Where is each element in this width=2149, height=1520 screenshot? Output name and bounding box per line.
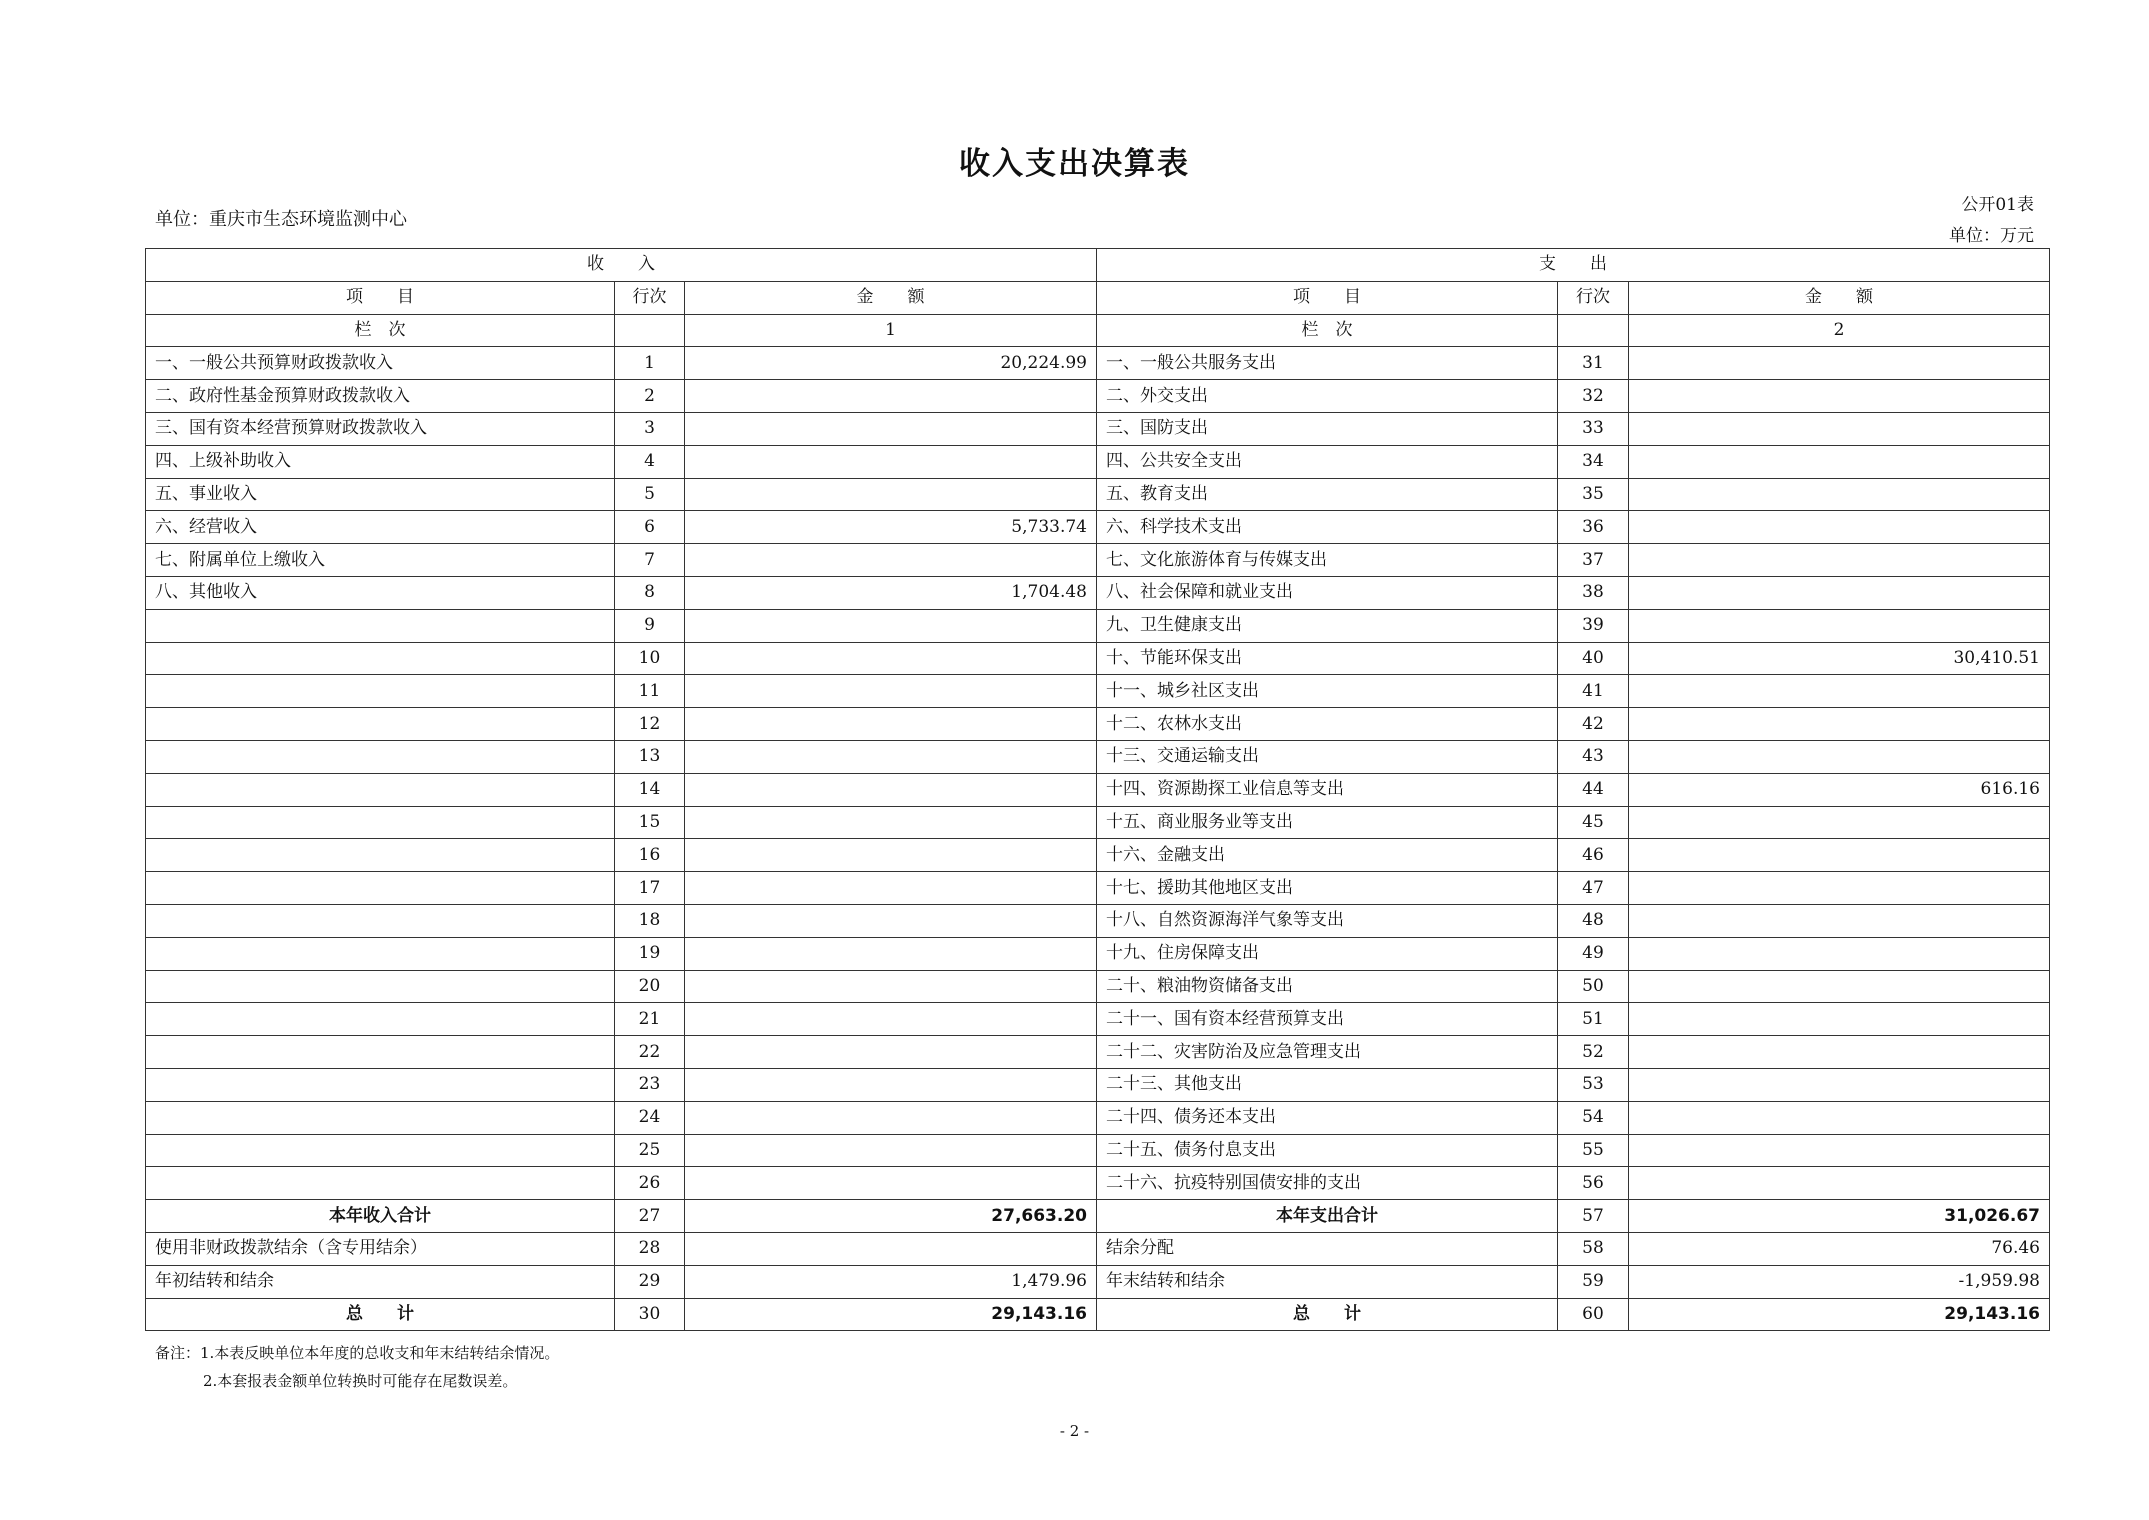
table-row	[146, 380, 2050, 413]
income-item	[146, 773, 615, 806]
income-item	[146, 872, 615, 905]
income-item	[146, 1036, 615, 1069]
expense-row-no: 50	[1558, 970, 1629, 1003]
income-item	[146, 904, 615, 937]
expense-row-no: 40	[1558, 642, 1629, 675]
expense-row-no: 56	[1558, 1167, 1629, 1200]
expense-row-no: 49	[1558, 937, 1629, 970]
income-row-no-header: 行次	[615, 281, 685, 314]
expense-item: 二十一、国有资本经营预算支出	[1097, 1003, 1558, 1036]
income-amount	[685, 872, 1097, 905]
expense-amount	[1629, 1167, 2050, 1200]
expense-row-no: 58	[1558, 1232, 1629, 1265]
table-row	[146, 970, 2050, 1003]
income-amount	[685, 806, 1097, 839]
expense-row-no: 55	[1558, 1134, 1629, 1167]
income-amount	[685, 708, 1097, 741]
income-row-no: 22	[615, 1036, 685, 1069]
table-row	[146, 511, 2050, 544]
income-amount: 27,663.20	[685, 1200, 1097, 1233]
table-row	[146, 445, 2050, 478]
expense-amount	[1629, 675, 2050, 708]
table-row	[146, 806, 2050, 839]
table-row	[146, 904, 2050, 937]
income-amount: 1,704.48	[685, 576, 1097, 609]
grand-total-row	[146, 1298, 2050, 1331]
income-row-no: 27	[615, 1200, 685, 1233]
income-row-no: 13	[615, 740, 685, 773]
income-row-no: 25	[615, 1134, 685, 1167]
expense-row-no: 43	[1558, 740, 1629, 773]
expense-item: 六、科学技术支出	[1097, 511, 1558, 544]
table-row	[146, 1101, 2050, 1134]
income-lanci-blank	[615, 314, 685, 347]
expense-item: 一、一般公共服务支出	[1097, 347, 1558, 380]
table-row	[146, 872, 2050, 905]
income-row-no: 24	[615, 1101, 685, 1134]
expense-amount	[1629, 970, 2050, 1003]
income-expense-table	[145, 248, 2050, 1331]
expense-row-no: 39	[1558, 609, 1629, 642]
income-row-no: 17	[615, 872, 685, 905]
expense-row-no: 46	[1558, 839, 1629, 872]
table-row	[146, 1003, 2050, 1036]
year-total-row	[146, 1200, 2050, 1233]
income-amount	[685, 1036, 1097, 1069]
expense-item: 三、国防支出	[1097, 412, 1558, 445]
table-row	[146, 1036, 2050, 1069]
expense-amount: 31,026.67	[1629, 1200, 2050, 1233]
income-item	[146, 642, 615, 675]
income-row-no: 10	[615, 642, 685, 675]
expense-row-no: 41	[1558, 675, 1629, 708]
expense-item: 结余分配	[1097, 1232, 1558, 1265]
expense-item: 十九、住房保障支出	[1097, 937, 1558, 970]
expense-row-no: 32	[1558, 380, 1629, 413]
income-amount	[685, 1232, 1097, 1265]
expense-item: 四、公共安全支出	[1097, 445, 1558, 478]
expense-amount: -1,959.98	[1629, 1265, 2050, 1298]
table-row	[146, 544, 2050, 577]
form-code: 公开01表	[1961, 195, 2034, 215]
income-amount	[685, 1134, 1097, 1167]
income-item	[146, 1068, 615, 1101]
expense-item: 二、外交支出	[1097, 380, 1558, 413]
footnote-1: 备注：1.本表反映单位本年度的总收支和年末结转结余情况。	[155, 1344, 560, 1362]
income-row-no: 21	[615, 1003, 685, 1036]
income-item	[146, 609, 615, 642]
expense-item: 二十四、债务还本支出	[1097, 1101, 1558, 1134]
expense-row-no: 54	[1558, 1101, 1629, 1134]
income-item: 七、附属单位上缴收入	[146, 544, 615, 577]
income-amount-header: 金 额	[685, 281, 1097, 314]
table-row	[146, 1068, 2050, 1101]
table-row	[146, 839, 2050, 872]
expense-row-no: 42	[1558, 708, 1629, 741]
expense-amount	[1629, 380, 2050, 413]
income-item-header: 项 目	[146, 281, 615, 314]
income-row-no: 14	[615, 773, 685, 806]
expense-amount	[1629, 872, 2050, 905]
page-title: 收入支出决算表	[959, 146, 1190, 182]
income-lanci-label: 栏 次	[146, 314, 615, 347]
expense-row-no: 44	[1558, 773, 1629, 806]
expense-item: 十七、援助其他地区支出	[1097, 872, 1558, 905]
expense-amount	[1629, 1101, 2050, 1134]
table-row	[146, 675, 2050, 708]
expense-amount	[1629, 1003, 2050, 1036]
income-row-no: 23	[615, 1068, 685, 1101]
expense-amount	[1629, 445, 2050, 478]
expense-row-no: 47	[1558, 872, 1629, 905]
expense-item-header: 项 目	[1097, 281, 1558, 314]
table-row	[146, 478, 2050, 511]
expense-item: 二十六、抗疫特别国债安排的支出	[1097, 1167, 1558, 1200]
income-item: 二、政府性基金预算财政拨款收入	[146, 380, 615, 413]
expense-amount	[1629, 806, 2050, 839]
table-row	[146, 576, 2050, 609]
income-item: 三、国有资本经营预算财政拨款收入	[146, 412, 615, 445]
income-amount	[685, 904, 1097, 937]
expense-amount	[1629, 708, 2050, 741]
income-amount	[685, 642, 1097, 675]
expense-amount	[1629, 347, 2050, 380]
income-amount	[685, 445, 1097, 478]
income-row-no: 20	[615, 970, 685, 1003]
expense-row-no: 52	[1558, 1036, 1629, 1069]
income-lanci-number: 1	[685, 314, 1097, 347]
income-row-no: 11	[615, 675, 685, 708]
expense-row-no: 59	[1558, 1265, 1629, 1298]
income-row-no: 9	[615, 609, 685, 642]
expense-item: 总 计	[1097, 1298, 1558, 1331]
expense-amount	[1629, 740, 2050, 773]
expense-section-header: 支 出	[1097, 249, 2050, 282]
income-amount	[685, 839, 1097, 872]
expense-item: 十四、资源勘探工业信息等支出	[1097, 773, 1558, 806]
expense-item: 二十三、其他支出	[1097, 1068, 1558, 1101]
expense-row-no: 33	[1558, 412, 1629, 445]
expense-amount: 29,143.16	[1629, 1298, 2050, 1331]
expense-item: 本年支出合计	[1097, 1200, 1558, 1233]
income-row-no: 18	[615, 904, 685, 937]
income-row-no: 4	[615, 445, 685, 478]
table-row	[146, 937, 2050, 970]
table-row	[146, 1134, 2050, 1167]
income-section-header: 收 入	[146, 249, 1097, 282]
income-item: 使用非财政拨款结余（含专用结余）	[146, 1232, 615, 1265]
income-item	[146, 740, 615, 773]
income-item: 总 计	[146, 1298, 615, 1331]
expense-lanci-label: 栏 次	[1097, 314, 1558, 347]
income-item	[146, 1003, 615, 1036]
income-row-no: 19	[615, 937, 685, 970]
income-item	[146, 806, 615, 839]
expense-amount	[1629, 412, 2050, 445]
income-item: 五、事业收入	[146, 478, 615, 511]
table-row	[146, 609, 2050, 642]
income-item: 四、上级补助收入	[146, 445, 615, 478]
income-row-no: 30	[615, 1298, 685, 1331]
expense-item: 年末结转和结余	[1097, 1265, 1558, 1298]
table-row	[146, 1167, 2050, 1200]
income-amount	[685, 1068, 1097, 1101]
income-row-no: 6	[615, 511, 685, 544]
income-amount: 29,143.16	[685, 1298, 1097, 1331]
expense-item: 十六、金融支出	[1097, 839, 1558, 872]
table-row	[146, 773, 2050, 806]
expense-amount	[1629, 1068, 2050, 1101]
income-row-no: 15	[615, 806, 685, 839]
income-item: 年初结转和结余	[146, 1265, 615, 1298]
expense-row-no: 38	[1558, 576, 1629, 609]
page-number: - 2 -	[1059, 1422, 1090, 1440]
income-amount	[685, 412, 1097, 445]
income-row-no: 2	[615, 380, 685, 413]
income-item	[146, 1167, 615, 1200]
expense-amount	[1629, 839, 2050, 872]
expense-row-no: 31	[1558, 347, 1629, 380]
income-row-no: 28	[615, 1232, 685, 1265]
income-amount	[685, 544, 1097, 577]
expense-item: 九、卫生健康支出	[1097, 609, 1558, 642]
income-item	[146, 937, 615, 970]
income-amount	[685, 609, 1097, 642]
income-amount	[685, 1101, 1097, 1134]
expense-row-no: 45	[1558, 806, 1629, 839]
expense-item: 十、节能环保支出	[1097, 642, 1558, 675]
expense-row-no: 60	[1558, 1298, 1629, 1331]
income-row-no: 1	[615, 347, 685, 380]
income-item	[146, 708, 615, 741]
income-row-no: 16	[615, 839, 685, 872]
expense-row-no: 34	[1558, 445, 1629, 478]
table-row	[146, 347, 2050, 380]
income-amount: 1,479.96	[685, 1265, 1097, 1298]
expense-amount: 76.46	[1629, 1232, 2050, 1265]
expense-amount-header: 金 额	[1629, 281, 2050, 314]
expense-item: 十八、自然资源海洋气象等支出	[1097, 904, 1558, 937]
income-item	[146, 1134, 615, 1167]
footnote-2: 2.本套报表金额单位转换时可能存在尾数误差。	[203, 1372, 518, 1390]
expense-amount	[1629, 576, 2050, 609]
reporting-unit: 单位：重庆市生态环境监测中心	[155, 209, 407, 230]
income-amount	[685, 937, 1097, 970]
expense-row-no: 35	[1558, 478, 1629, 511]
income-amount	[685, 478, 1097, 511]
expense-item: 五、教育支出	[1097, 478, 1558, 511]
income-amount	[685, 380, 1097, 413]
income-item	[146, 970, 615, 1003]
income-amount: 5,733.74	[685, 511, 1097, 544]
expense-item: 十一、城乡社区支出	[1097, 675, 1558, 708]
expense-item: 十五、商业服务业等支出	[1097, 806, 1558, 839]
expense-amount	[1629, 937, 2050, 970]
table-row	[146, 708, 2050, 741]
income-row-no: 8	[615, 576, 685, 609]
expense-item: 二十五、债务付息支出	[1097, 1134, 1558, 1167]
money-unit: 单位：万元	[1949, 226, 2034, 246]
income-row-no: 29	[615, 1265, 685, 1298]
income-amount	[685, 773, 1097, 806]
expense-lanci-blank	[1558, 314, 1629, 347]
expense-item: 二十、粮油物资储备支出	[1097, 970, 1558, 1003]
expense-amount	[1629, 609, 2050, 642]
table-row	[146, 1232, 2050, 1265]
income-item	[146, 1101, 615, 1134]
expense-row-no: 53	[1558, 1068, 1629, 1101]
income-row-no: 5	[615, 478, 685, 511]
table-row	[146, 1265, 2050, 1298]
table-row	[146, 642, 2050, 675]
table-row	[146, 740, 2050, 773]
expense-row-no: 36	[1558, 511, 1629, 544]
income-amount	[685, 970, 1097, 1003]
section-header-row	[146, 249, 2050, 282]
expense-row-no: 37	[1558, 544, 1629, 577]
income-item: 一、一般公共预算财政拨款收入	[146, 347, 615, 380]
expense-item: 八、社会保障和就业支出	[1097, 576, 1558, 609]
income-row-no: 26	[615, 1167, 685, 1200]
expense-amount: 616.16	[1629, 773, 2050, 806]
income-amount: 20,224.99	[685, 347, 1097, 380]
expense-lanci-number: 2	[1629, 314, 2050, 347]
expense-amount	[1629, 904, 2050, 937]
income-item	[146, 675, 615, 708]
table-row	[146, 412, 2050, 445]
expense-amount	[1629, 511, 2050, 544]
expense-amount	[1629, 1036, 2050, 1069]
column-index-row	[146, 314, 2050, 347]
income-row-no: 12	[615, 708, 685, 741]
expense-row-no: 57	[1558, 1200, 1629, 1233]
expense-item: 二十二、灾害防治及应急管理支出	[1097, 1036, 1558, 1069]
expense-row-no: 48	[1558, 904, 1629, 937]
income-row-no: 3	[615, 412, 685, 445]
expense-item: 十三、交通运输支出	[1097, 740, 1558, 773]
expense-amount	[1629, 478, 2050, 511]
expense-amount	[1629, 544, 2050, 577]
expense-row-no: 51	[1558, 1003, 1629, 1036]
income-amount	[685, 1167, 1097, 1200]
income-item	[146, 839, 615, 872]
column-header-row	[146, 281, 2050, 314]
income-amount	[685, 675, 1097, 708]
expense-item: 十二、农林水支出	[1097, 708, 1558, 741]
income-item: 本年收入合计	[146, 1200, 615, 1233]
expense-row-no-header: 行次	[1558, 281, 1629, 314]
income-item: 六、经营收入	[146, 511, 615, 544]
income-item: 八、其他收入	[146, 576, 615, 609]
income-amount	[685, 740, 1097, 773]
expense-amount	[1629, 1134, 2050, 1167]
expense-item: 七、文化旅游体育与传媒支出	[1097, 544, 1558, 577]
expense-amount: 30,410.51	[1629, 642, 2050, 675]
income-amount	[685, 1003, 1097, 1036]
income-row-no: 7	[615, 544, 685, 577]
